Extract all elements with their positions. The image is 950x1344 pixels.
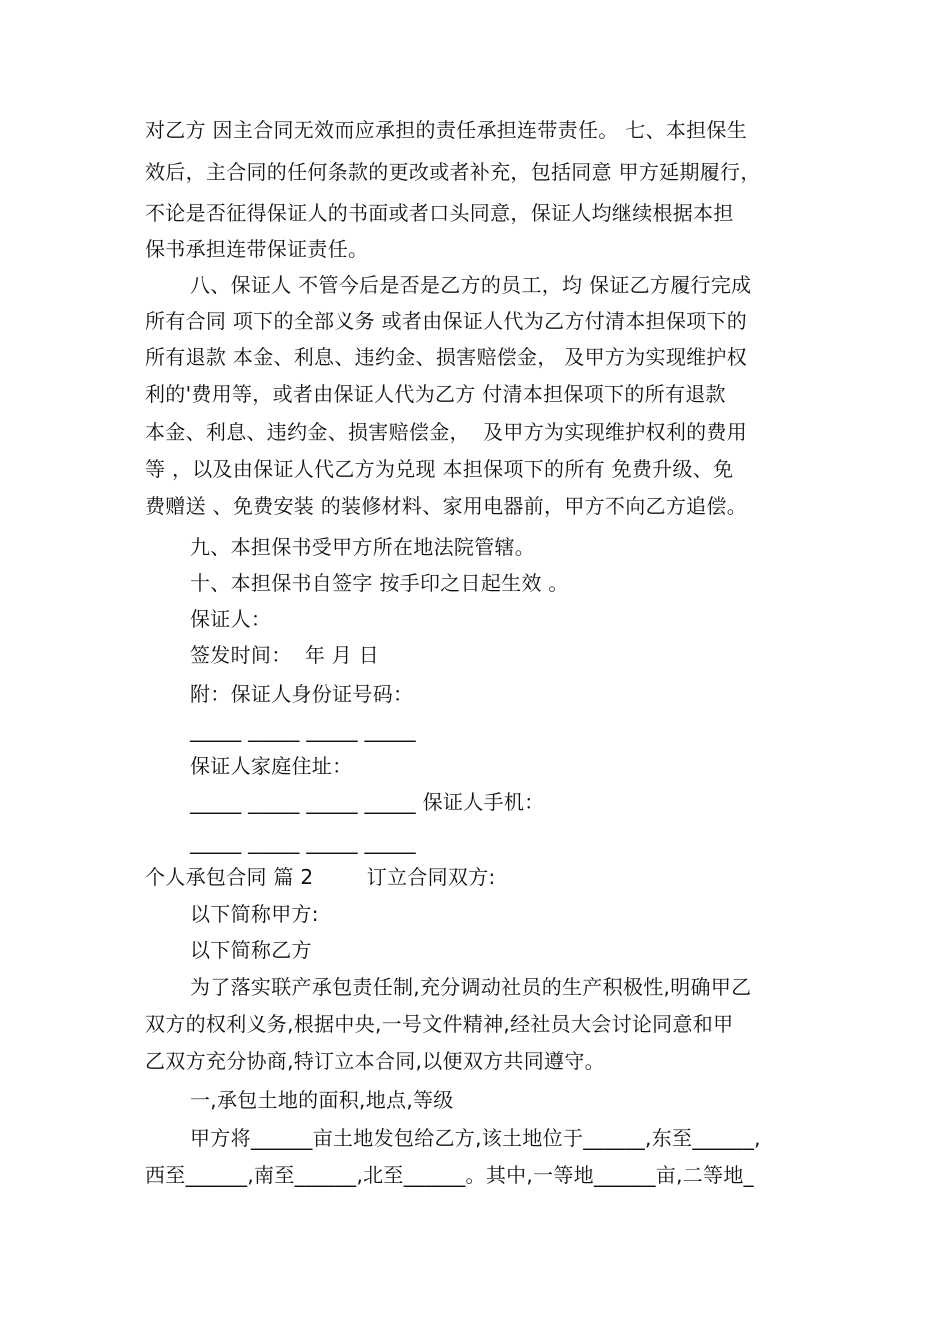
text-line: 九、本担保书受甲方所在地法院管辖。 bbox=[190, 535, 536, 559]
text-line: 甲方将______亩土地发包给乙方,该土地位于______,东至______, bbox=[190, 1126, 761, 1150]
text-line: 八、保证人 不管今后是否是乙方的员工，均 保证乙方履行完成 bbox=[190, 273, 752, 297]
text-line: 十、本担保书自签字 按手印之日起生效 。 bbox=[190, 571, 569, 595]
id-number-label: 附：保证人身份证号码： bbox=[190, 682, 414, 706]
text-line: 以下简称乙方 bbox=[190, 938, 312, 962]
text-line: 对乙方 因主合同无效而应承担的责任承担连带责任。 七、本担保生 bbox=[145, 118, 748, 142]
text-line: 所有退款 本金、利息、违约金、损害赔偿金， 及甲方为实现维护权 bbox=[145, 345, 748, 369]
text-line: 西至______,南至______,北至______。其中,一等地______亩,二等地_ bbox=[145, 1163, 754, 1187]
text-line: 乙双方充分协商,特订立本合同,以便双方共同遵守。 bbox=[145, 1049, 605, 1073]
address-label: 保证人家庭住址： bbox=[190, 754, 353, 778]
text-line: 效后，主合同的任何条款的更改或者补充，包括同意 甲方延期履行， bbox=[145, 160, 761, 184]
blank-fill-line: _____ _____ _____ _____ bbox=[190, 718, 416, 742]
text-line: 不论是否征得保证人的书面或者口头同意，保证人均继续根据本担 bbox=[145, 201, 734, 225]
signature-label: 保证人： bbox=[190, 607, 272, 631]
text-line: 本金、利息、违约金、损害赔偿金， 及甲方为实现维护权利的费用 bbox=[145, 420, 748, 444]
text-line: 以下简称甲方: bbox=[190, 902, 319, 926]
text-line: 费赠送 、免费安装 的装修材料、家用电器前，甲方不向乙方追偿。 bbox=[145, 494, 748, 518]
text-line: 等 ，以及由保证人代乙方为兑现 本担保项下的所有 免费升级、免 bbox=[145, 457, 734, 481]
blank-fill-line: _____ _____ _____ _____ bbox=[190, 830, 416, 854]
text-line: 保书承担连带保证责任。 bbox=[145, 237, 369, 261]
text-line: 为了落实联产承包责任制,充分调动社员的生产积极性,明确甲乙 bbox=[190, 975, 752, 999]
text-line: 双方的权利义务,根据中央,一号文件精神,经社员大会讨论同意和甲 bbox=[145, 1012, 734, 1036]
text-line: 利的'费用等，或者由保证人代为乙方 付清本担保项下的所有退款 bbox=[145, 382, 726, 406]
issue-date-label: 签发时间： 年 月 日 bbox=[190, 643, 380, 667]
text-line: 一,承包土地的面积,地点,等级 bbox=[190, 1088, 454, 1112]
phone-label-line: _____ _____ _____ _____ 保证人手机： bbox=[190, 790, 545, 814]
section-title: 个人承包合同 篇 2 订立合同双方: bbox=[145, 865, 496, 889]
text-line: 所有合同 项下的全部义务 或者由保证人代为乙方付清本担保项下的 bbox=[145, 309, 748, 333]
